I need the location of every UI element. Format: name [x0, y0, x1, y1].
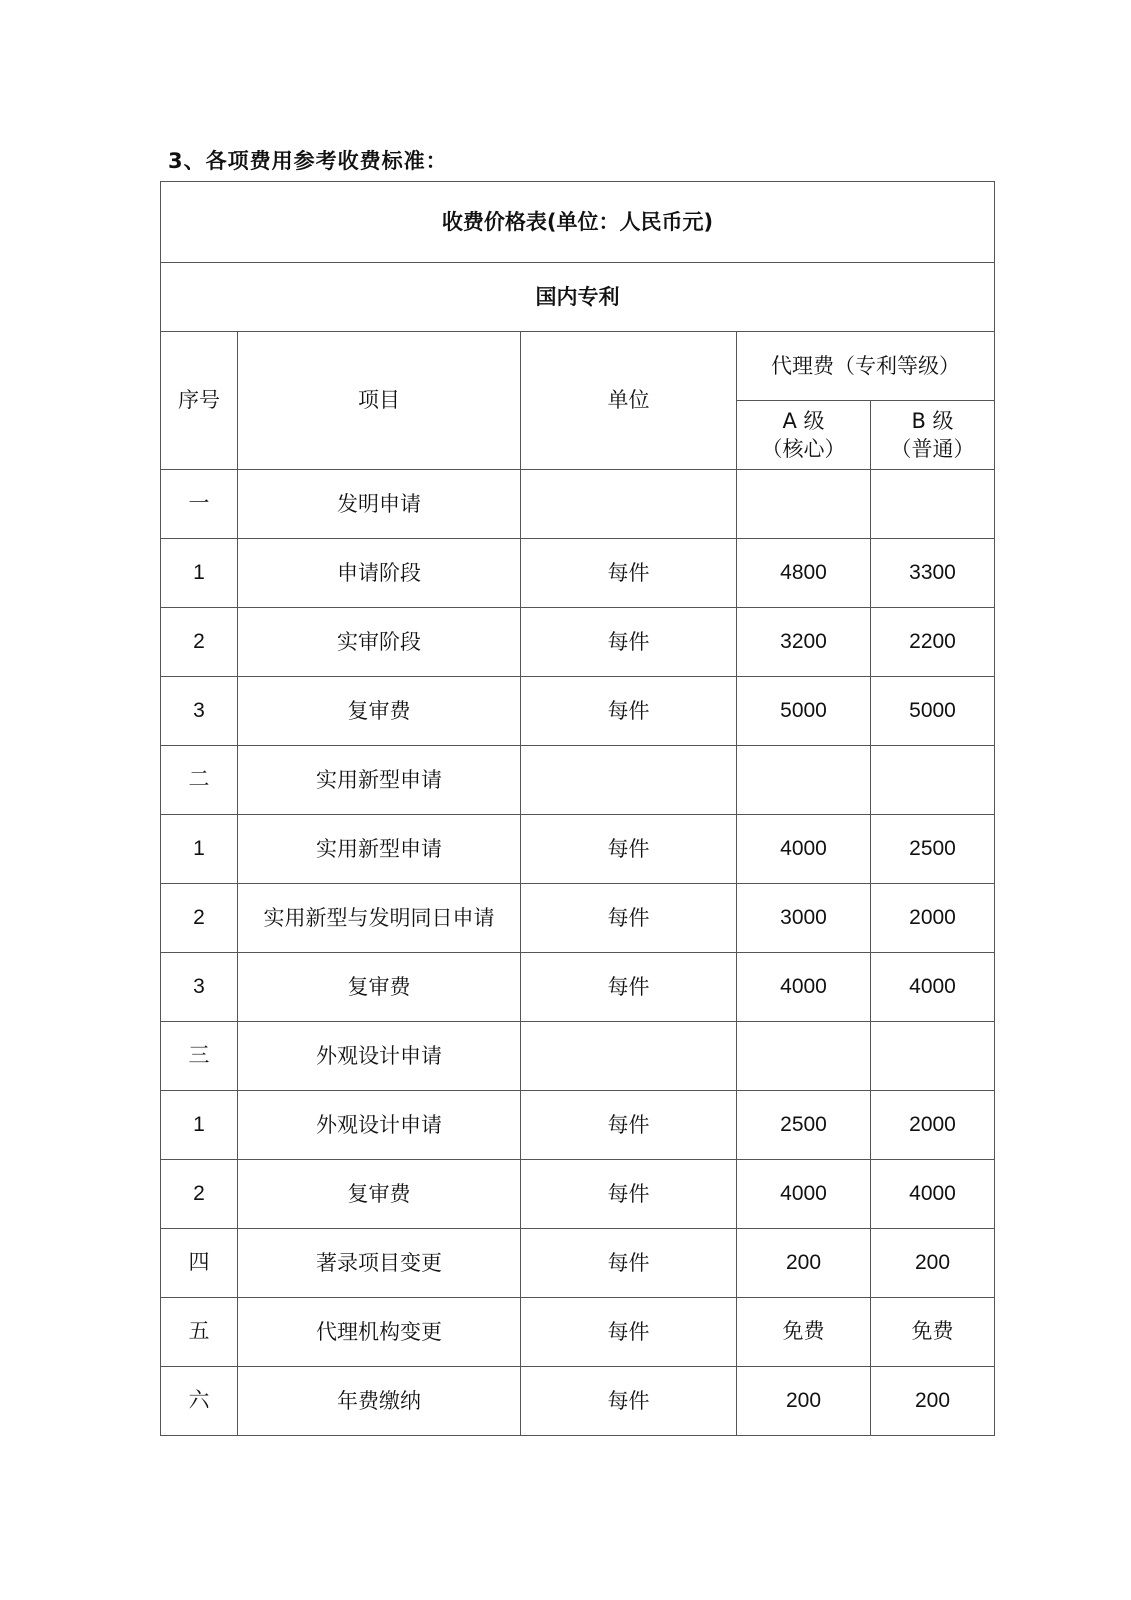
- cell-fee-a: 200: [737, 1229, 871, 1298]
- table-row: [161, 1091, 995, 1160]
- cell-item: 年费缴纳: [238, 1367, 521, 1436]
- table-row: [161, 470, 995, 539]
- cell-unit: 每件: [521, 884, 737, 953]
- table-row: [161, 815, 995, 884]
- cell-fee-b: 5000: [871, 677, 995, 746]
- grade-a-label: A 级: [782, 408, 825, 433]
- cell-fee-a: 3200: [737, 608, 871, 677]
- cell-item: 外观设计申请: [238, 1022, 521, 1091]
- header-grade-a: [737, 401, 871, 470]
- cell-item: 申请阶段: [238, 539, 521, 608]
- cell-fee-b: 200: [871, 1367, 995, 1436]
- table-row: [161, 1160, 995, 1229]
- cell-fee-a: 2500: [737, 1091, 871, 1160]
- cell-fee-a: 4000: [737, 1160, 871, 1229]
- cell-unit: 每件: [521, 539, 737, 608]
- cell-seq: 1: [161, 815, 238, 884]
- cell-fee-b: 2000: [871, 884, 995, 953]
- cell-seq: 1: [161, 1091, 238, 1160]
- cell-seq: 1: [161, 539, 238, 608]
- cell-item: 代理机构变更: [238, 1298, 521, 1367]
- cell-fee-a: 4000: [737, 953, 871, 1022]
- grade-b-label: B 级: [911, 408, 954, 433]
- cell-fee-b: 3300: [871, 539, 995, 608]
- cell-item: 外观设计申请: [238, 1091, 521, 1160]
- cell-item: 实审阶段: [238, 608, 521, 677]
- table-row: [161, 1022, 995, 1091]
- cell-fee-b: 2500: [871, 815, 995, 884]
- header-fee-group: 代理费（专利等级）: [737, 332, 995, 401]
- cell-seq: 四: [161, 1229, 238, 1298]
- table-row: [161, 1367, 995, 1436]
- table-row: [161, 677, 995, 746]
- cell-seq: 一: [161, 470, 238, 539]
- cell-unit: 每件: [521, 1091, 737, 1160]
- cell-fee-b: [871, 1022, 995, 1091]
- grade-b-note: （普通）: [890, 437, 975, 461]
- cell-fee-a: [737, 1022, 871, 1091]
- cell-unit: 每件: [521, 608, 737, 677]
- cell-item: 复审费: [238, 953, 521, 1022]
- cell-item: 发明申请: [238, 470, 521, 539]
- cell-fee-b: 200: [871, 1229, 995, 1298]
- grade-a-note: （核心）: [761, 437, 846, 461]
- table-row: [161, 539, 995, 608]
- cell-fee-b: 免费: [871, 1298, 995, 1367]
- header-grade-b: [871, 401, 995, 470]
- section-heading: 3、各项费用参考收费标准：: [168, 149, 448, 173]
- cell-fee-a: 5000: [737, 677, 871, 746]
- cell-seq: 3: [161, 953, 238, 1022]
- cell-fee-b: 2000: [871, 1091, 995, 1160]
- cell-unit: 每件: [521, 1298, 737, 1367]
- cell-fee-b: [871, 746, 995, 815]
- cell-seq: 三: [161, 1022, 238, 1091]
- cell-seq: 2: [161, 884, 238, 953]
- cell-unit: 每件: [521, 677, 737, 746]
- cell-unit: 每件: [521, 1160, 737, 1229]
- cell-fee-a: [737, 746, 871, 815]
- cell-unit: [521, 746, 737, 815]
- cell-item: 实用新型与发明同日申请: [238, 884, 521, 953]
- cell-seq: 六: [161, 1367, 238, 1436]
- cell-item: 著录项目变更: [238, 1229, 521, 1298]
- cell-seq: 五: [161, 1298, 238, 1367]
- table-row: [161, 1229, 995, 1298]
- cell-fee-b: [871, 470, 995, 539]
- cell-fee-a: 3000: [737, 884, 871, 953]
- cell-unit: 每件: [521, 953, 737, 1022]
- header-item: 项目: [238, 332, 521, 470]
- cell-unit: 每件: [521, 815, 737, 884]
- cell-item: 实用新型申请: [238, 746, 521, 815]
- cell-fee-b: 4000: [871, 1160, 995, 1229]
- cell-fee-b: 4000: [871, 953, 995, 1022]
- table-row: [161, 608, 995, 677]
- cell-seq: 二: [161, 746, 238, 815]
- cell-unit: 每件: [521, 1229, 737, 1298]
- header-unit: 单位: [521, 332, 737, 470]
- cell-item: 复审费: [238, 1160, 521, 1229]
- header-seq: 序号: [161, 332, 238, 470]
- cell-fee-a: 免费: [737, 1298, 871, 1367]
- table-row: [161, 1298, 995, 1367]
- cell-fee-a: 200: [737, 1367, 871, 1436]
- table-title: 收费价格表(单位：人民币元): [161, 182, 995, 263]
- cell-unit: [521, 1022, 737, 1091]
- cell-seq: 2: [161, 1160, 238, 1229]
- cell-fee-a: [737, 470, 871, 539]
- cell-unit: 每件: [521, 1367, 737, 1436]
- cell-seq: 2: [161, 608, 238, 677]
- cell-unit: [521, 470, 737, 539]
- cell-fee-b: 2200: [871, 608, 995, 677]
- fee-table: [160, 181, 995, 1436]
- table-row: [161, 746, 995, 815]
- cell-item: 实用新型申请: [238, 815, 521, 884]
- cell-fee-a: 4800: [737, 539, 871, 608]
- table-row: [161, 953, 995, 1022]
- table-row: [161, 884, 995, 953]
- cell-fee-a: 4000: [737, 815, 871, 884]
- cell-seq: 3: [161, 677, 238, 746]
- table-section-title: 国内专利: [161, 263, 995, 332]
- cell-item: 复审费: [238, 677, 521, 746]
